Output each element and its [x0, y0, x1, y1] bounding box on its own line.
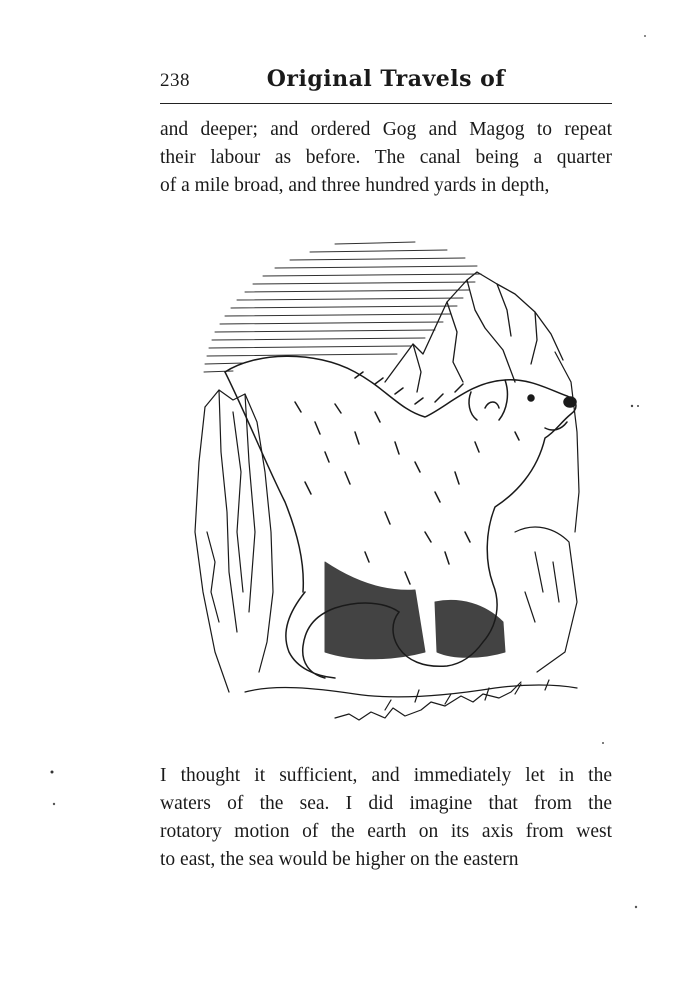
paragraph-bottom — [160, 762, 612, 874]
text-line: to east, the sea would be higher on the eastern — [160, 849, 519, 870]
sky-hatching — [204, 242, 481, 372]
iceberg-outline — [385, 272, 563, 392]
text-line: their labour as before. The canal being a quarter — [160, 147, 612, 168]
page-number: 238 — [160, 70, 190, 91]
left-rocks — [195, 390, 273, 692]
text-line: and deeper; and ordered Gog and Magog to repeat — [160, 119, 612, 140]
header-rule — [160, 103, 612, 104]
text-line: I thought it sufficient, and immediately let in the — [160, 765, 612, 786]
polar-bear-illustration — [185, 232, 595, 742]
text-line: waters of the sea. I did imagine that from the — [160, 793, 612, 814]
text-line: rotatory motion of the earth on its axis from west — [160, 821, 612, 842]
shadow-under-bear — [325, 562, 505, 659]
paragraph-top — [160, 116, 612, 200]
ground-scrub — [245, 680, 577, 720]
running-head-title: Original Travels of — [266, 66, 506, 92]
text-line: of a mile broad, and three hundred yards in depth, — [160, 175, 550, 196]
